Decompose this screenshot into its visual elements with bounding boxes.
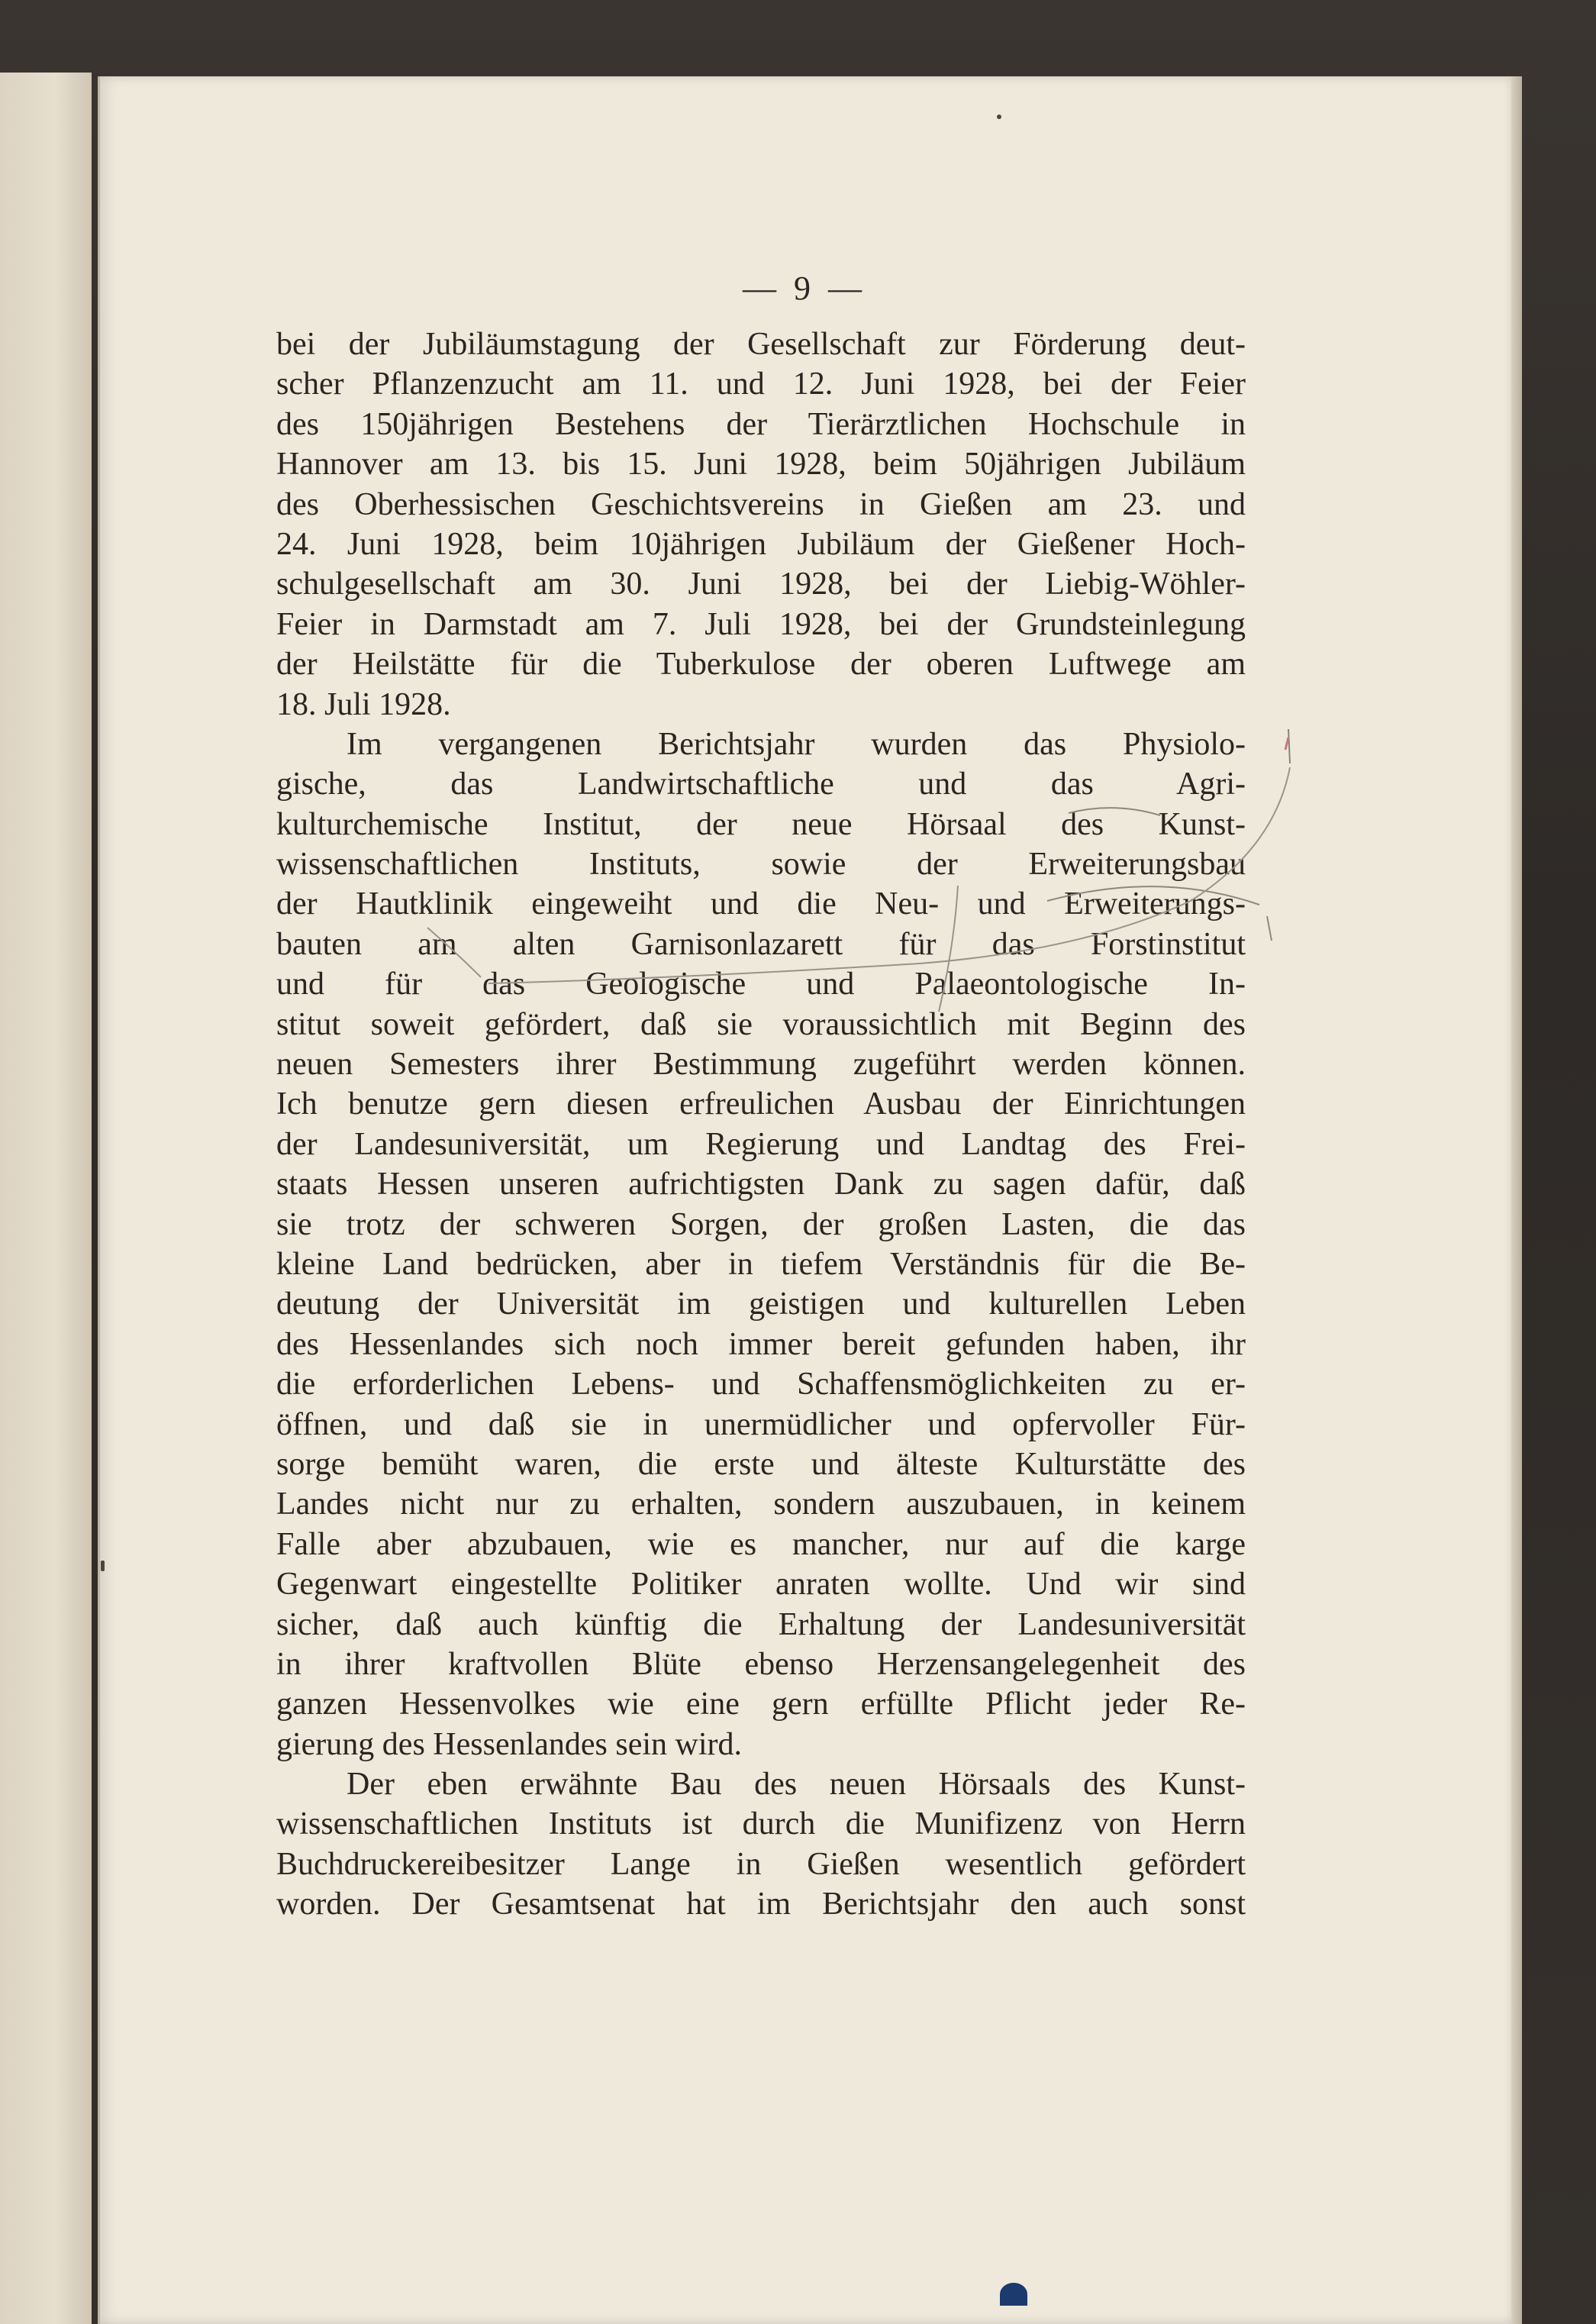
text-line: schulgesellschaft am 30. Juni 1928, bei der Liebig-Wöhler-: [276, 566, 1246, 602]
text-line: öffnen, und daß sie in unermüdlicher und opfervoller Für-: [276, 1406, 1246, 1442]
text-line: 18. Juli 1928.: [276, 686, 451, 722]
text-line: des 150jährigen Bestehens der Tierärztlichen Hochschule in: [276, 406, 1246, 442]
speck: [997, 115, 1001, 119]
text-line: worden. Der Gesamtsenat hat im Berichtsjahr den auch sonst: [276, 1887, 1246, 1922]
text-line: in ihrer kraftvollen Blüte ebenso Herzensangelegenheit des: [276, 1646, 1246, 1682]
previous-page-edge: [0, 73, 92, 2324]
text-line: Buchdruckereibesitzer Lange in Gießen wesentlich gefördert: [276, 1846, 1246, 1882]
text-line: der Hautklinik eingeweiht und die Neu- und Erweiterungs-: [276, 886, 1246, 922]
text-line: gierung des Hessenlandes sein wird.: [276, 1726, 743, 1762]
text-line: des Hessenlandes sich noch immer bereit gefunden haben, ihr: [276, 1326, 1246, 1362]
text-line: Feier in Darmstadt am 7. Juli 1928, bei der Grundsteinlegung: [276, 606, 1246, 642]
speck: [101, 1561, 105, 1571]
text-line: stitut soweit gefördert, daß sie voraussichtlich mit Beginn des: [276, 1006, 1246, 1042]
text-line: sorge bemüht waren, die erste und älteste Kulturstätte des: [276, 1446, 1246, 1482]
text-line: des Oberhessischen Geschichtsvereins in Gießen am 23. und: [276, 486, 1246, 522]
text-line: deutung der Universität im geistigen und kulturellen Leben: [276, 1286, 1246, 1322]
text-line: der Landesuniversität, um Regierung und Landtag des Frei-: [276, 1126, 1246, 1162]
text-line: die erforderlichen Lebens- und Schaffensmöglichkeiten zu er-: [276, 1367, 1246, 1402]
text-line: Ich benutze gern diesen erfreulichen Ausbau der Einrichtungen: [276, 1086, 1246, 1122]
page-edge: [1511, 76, 1522, 2324]
text-line: neuen Semesters ihrer Bestimmung zugeführt werden können.: [276, 1047, 1246, 1083]
text-line: Landes nicht nur zu erhalten, sondern auszubauen, in keinem: [276, 1486, 1246, 1522]
blue-tab-mark: [1000, 2283, 1027, 2306]
text-line: bauten am alten Garnisonlazarett für das Forstinstitut: [276, 926, 1246, 962]
text-line: sie trotz der schweren Sorgen, der großen Lasten, die das: [276, 1206, 1246, 1242]
text-line: 24. Juni 1928, beim 10jährigen Jubiläum der Gießener Hoch-: [276, 526, 1246, 562]
text-line: Im vergangenen Berichtsjahr wurden das Physiolo-: [347, 726, 1246, 762]
text-line: scher Pflanzenzucht am 11. und 12. Juni 1928, bei der Feier: [276, 366, 1246, 402]
text-line: Gegenwart eingestellte Politiker anraten wollte. Und wir sind: [276, 1567, 1246, 1603]
text-line: und für das Geologische und Palaeontologische In-: [276, 967, 1246, 1002]
text-line: wissenschaftlichen Instituts ist durch die Munifizenz von Herrn: [276, 1806, 1246, 1842]
text-line: Der eben erwähnte Bau des neuen Hörsaals des Kunst-: [347, 1767, 1246, 1803]
text-line: der Heilstätte für die Tuberkulose der oberen Luftwege am: [276, 647, 1246, 683]
text-line: Falle aber abzubauen, wie es mancher, nur auf die karge: [276, 1526, 1246, 1562]
text-line: bei der Jubiläumstagung der Gesellschaft zur Förderung deut-: [276, 327, 1246, 362]
text-line: ganzen Hessenvolkes wie eine gern erfüllte Pflicht jeder Re-: [276, 1687, 1246, 1722]
text-line: gische, das Landwirtschaftliche und das Agri-: [276, 767, 1246, 802]
page-number-header: — 9 —: [743, 270, 866, 307]
text-line: Hannover am 13. bis 15. Juni 1928, beim 50jährigen Jubiläum: [276, 447, 1246, 483]
text-line: kulturchemische Institut, der neue Hörsaal des Kunst-: [276, 806, 1246, 842]
text-line: kleine Land bedrücken, aber in tiefem Verständnis für die Be-: [276, 1246, 1246, 1282]
text-line: wissenschaftlichen Instituts, sowie der Erweiterungsbau: [276, 847, 1246, 883]
body-text: [276, 324, 1246, 1925]
text-line: staats Hessen unseren aufrichtigsten Dank zu sagen dafür, daß: [276, 1167, 1246, 1202]
text-line: sicher, daß auch künftig die Erhaltung der Landesuniversität: [276, 1606, 1246, 1642]
